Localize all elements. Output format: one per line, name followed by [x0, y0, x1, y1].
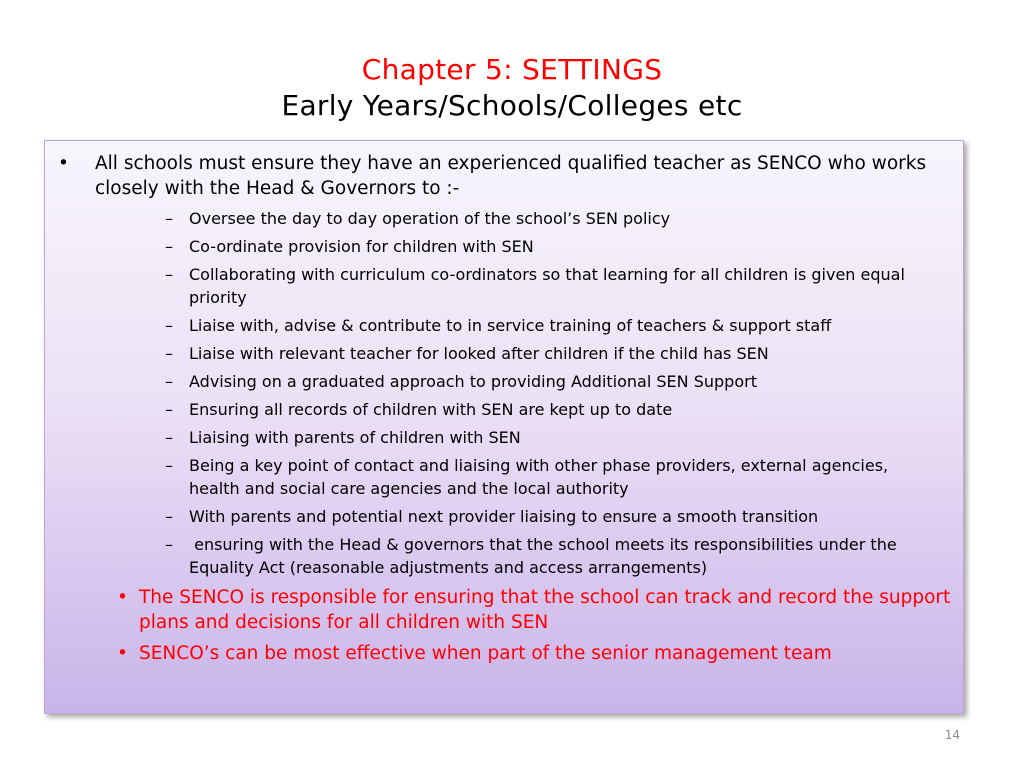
sub-bullet-item	[145, 533, 941, 579]
red-bullet-list	[45, 585, 963, 666]
sub-bullet-text: Liaise with relevant teacher for looked after children if the child has SEN	[189, 344, 769, 363]
title-subtitle: Early Years/Schools/Colleges etc	[281, 89, 743, 122]
sub-bullet-item	[145, 398, 941, 421]
bullet-list	[45, 141, 963, 579]
content-box	[44, 140, 964, 714]
dash-icon: –	[165, 428, 173, 447]
sub-bullet-list	[95, 207, 949, 579]
sub-bullet-item	[145, 370, 941, 393]
dash-icon: –	[165, 265, 173, 284]
sub-bullet-text: Collaborating with curriculum co-ordinators so that learning for all children is given equal priority	[189, 265, 911, 307]
red-bullet-text: The SENCO is responsible for ensuring that the school can track and record the support plans and decisions for all children with SEN	[139, 587, 951, 633]
main-bullet	[45, 151, 949, 579]
sub-bullet-text: ensuring with the Head & governors that the school meets its responsibilities under the Equality Act (reasonable adjustments and access arrangements)	[189, 535, 902, 577]
red-bullet-item	[95, 641, 955, 666]
dash-icon: –	[165, 400, 173, 419]
dash-icon: –	[165, 372, 173, 391]
slide-number: 14	[944, 728, 960, 742]
dash-icon: –	[165, 507, 173, 526]
sub-bullet-text: Liaise with, advise & contribute to in service training of teachers & support staff	[189, 316, 832, 335]
dash-icon: –	[165, 316, 173, 335]
red-bullet-text: SENCO’s can be most effective when part of the senior management team	[139, 643, 832, 664]
bullet-icon: •	[58, 153, 69, 174]
sub-bullet-text: Advising on a graduated approach to providing Additional SEN Support	[189, 372, 757, 391]
sub-bullet-item	[145, 207, 941, 230]
dash-icon: –	[165, 535, 173, 554]
slide-title	[0, 52, 1024, 124]
sub-bullet-text: Co-ordinate provision for children with SEN	[189, 237, 534, 256]
title-chapter: Chapter 5: SETTINGS	[361, 53, 663, 86]
sub-bullet-item	[145, 426, 941, 449]
dash-icon: –	[165, 209, 173, 228]
sub-bullet-text: Oversee the day to day operation of the school’s SEN policy	[189, 209, 671, 228]
sub-bullet-item	[145, 235, 941, 258]
bullet-icon: •	[117, 587, 128, 608]
bullet-icon: •	[117, 643, 128, 664]
red-bullet-item	[95, 585, 955, 635]
sub-bullet-text: Ensuring all records of children with SEN are kept up to date	[189, 400, 673, 419]
sub-bullet-item	[145, 505, 941, 528]
sub-bullet-item	[145, 342, 941, 365]
main-bullet-text: All schools must ensure they have an experienced qualified teacher as SENCO who works closely with the Head & Governors to :-	[95, 153, 927, 199]
sub-bullet-item	[145, 454, 941, 500]
sub-bullet-item	[145, 263, 941, 309]
sub-bullet-text: Liaising with parents of children with SEN	[189, 428, 521, 447]
sub-bullet-text: With parents and potential next provider liaising to ensure a smooth transition	[189, 507, 819, 526]
dash-icon: –	[165, 456, 173, 475]
dash-icon: –	[165, 237, 173, 256]
dash-icon: –	[165, 344, 173, 363]
sub-bullet-item	[145, 314, 941, 337]
sub-bullet-text: Being a key point of contact and liaising with other phase providers, external agencies, health and social care agencies and the local authority	[189, 456, 894, 498]
